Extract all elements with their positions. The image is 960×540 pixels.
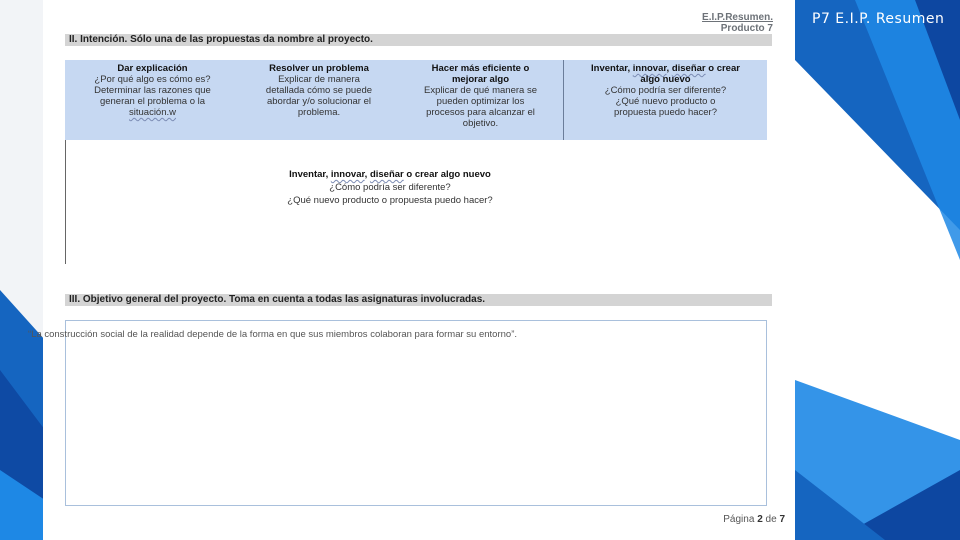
option-line: abordar y/o solucionar el (266, 96, 372, 107)
title-part: , (364, 169, 370, 180)
selected-intention (245, 168, 535, 207)
option-explain (65, 60, 240, 140)
page-label: Página (723, 514, 758, 525)
option-line: situación.w (129, 107, 176, 118)
slide-decoration (795, 0, 960, 540)
option-line: detallada cómo se puede (265, 85, 373, 96)
objective-box (65, 320, 767, 506)
option-line: Explicar de qué manera se (423, 85, 537, 96)
option-line: objetivo. (462, 118, 499, 129)
slide-title: P7 E.I.P. Resumen (812, 11, 945, 27)
option-improve (398, 60, 563, 140)
option-title (568, 63, 763, 74)
objective-text: “La construcción social de la realidad depende de la forma en que sus miembros colaboran para formar su entorno”. (28, 329, 517, 340)
title-part: innovar (330, 169, 365, 180)
page-number (723, 514, 785, 525)
option-line: procesos para alcanzar el (426, 107, 535, 118)
title-part: diseñar (671, 63, 706, 74)
option-title: Dar explicación (117, 63, 188, 74)
slide-background (795, 0, 960, 540)
title-part: innovar (632, 63, 667, 74)
section-2-title: II. Intención. Sólo una de las propuestas da nombre al proyecto. (65, 34, 772, 46)
section-3-title: III. Objetivo general del proyecto. Toma en cuenta a todas las asignaturas involucradas. (65, 294, 772, 306)
option-title-2: mejorar algo (451, 74, 510, 85)
title-part: o crear algo nuevo (403, 169, 491, 180)
option-solve (240, 60, 398, 140)
option-line: pueden optimizar los (436, 96, 525, 107)
option-title: Resolver un problema (269, 63, 369, 74)
title-part: Inventar, (289, 169, 331, 180)
title-part: o crear (705, 63, 740, 74)
title-part: diseñar (369, 169, 404, 180)
option-title: Hacer más eficiente o (431, 63, 530, 74)
option-invent (563, 60, 767, 140)
option-line: generan el problema o la (99, 96, 206, 107)
option-line: propuesta puedo hacer? (614, 107, 717, 118)
document-page (43, 0, 795, 540)
left-decoration (0, 250, 45, 540)
option-line: Determinar las razones que (94, 85, 211, 96)
header-product: Producto 7 (720, 23, 773, 34)
title-part: , (666, 63, 672, 74)
option-line: ¿Por qué algo es cómo es? (94, 74, 211, 85)
document-header (702, 12, 773, 34)
selected-title (245, 168, 535, 181)
header-title: E.I.P.Resumen. (702, 12, 773, 23)
selected-line: ¿Cómo podría ser diferente? (329, 182, 451, 193)
option-line: Explicar de manera (278, 74, 360, 85)
page-current: 2 (757, 514, 763, 525)
page-of: de (762, 514, 780, 525)
option-line: problema. (297, 107, 341, 118)
title-part: Inventar, (591, 63, 633, 74)
page-total: 7 (779, 514, 785, 525)
selected-line: ¿Qué nuevo producto o propuesta puedo hacer? (287, 195, 493, 206)
intention-options-table (65, 60, 767, 140)
option-title-2: algo nuevo (640, 74, 691, 85)
option-line: ¿Cómo podría ser diferente? (604, 85, 727, 96)
option-line: ¿Qué nuevo producto o (615, 96, 716, 107)
